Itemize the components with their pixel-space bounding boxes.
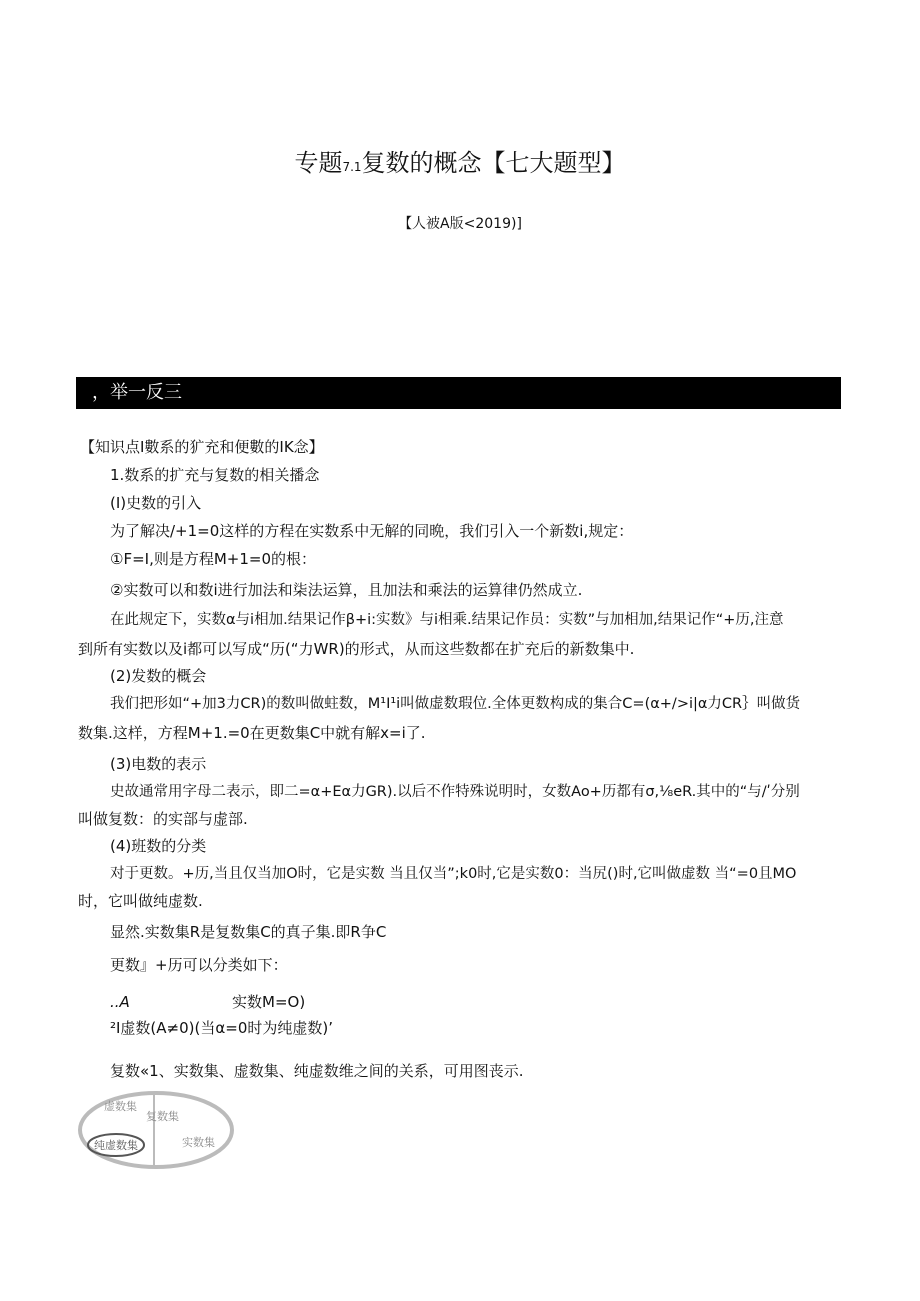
text-line: 我们把形如“+加3力CR)的数叫做蛀数，M¹I¹i叫做虚数瑕位.全体更数构成的集合C=(α+/>i|α力CR｝叫做货 <box>110 696 801 712</box>
text-line: ..A <box>110 993 130 1011</box>
text-line: (3)电数的表示 <box>110 755 207 773</box>
text-line: ②实数可以和数i进行加法和柒法运算，且加法和乘法的运算律仍然成立. <box>110 581 583 599</box>
text-line: (2)发数的概会 <box>110 667 207 685</box>
title-part-a: 专题 <box>294 149 343 177</box>
text-line: 对于更数。+历,当且仅当加O时，它是实数 当且仅当”;k0时,它是实数0：当尻()时,它叫做虚数 当“=0且MO <box>110 866 797 882</box>
text-line: 复数«1、实数集、虚数集、纯虚数维之间的关系，可用图丧示. <box>110 1062 524 1080</box>
real-set-label: 实数集 <box>182 1136 215 1149</box>
knowledge-heading: 【知识点I數系的犷充和便數的IK念】 <box>80 438 324 456</box>
complex-set-ellipse <box>80 1093 232 1167</box>
text-line: 数集.这样，方程M+1.=0在更数集C中就有解x=i了. <box>78 724 426 742</box>
text-line: (I)史数的引入 <box>110 494 202 512</box>
complex-set-label: 复数集 <box>146 1110 179 1123</box>
text-line: 叫做复数：的实部与虚部. <box>78 810 248 828</box>
page-title <box>0 143 920 178</box>
text-line: 1.数系的扩充与复数的相关播念 <box>110 466 320 484</box>
pure-imaginary-label: 纯虚数集 <box>94 1139 138 1152</box>
title-part-b: 复数的概念【七大题型】 <box>361 149 626 177</box>
text-line: 史故通常用字母二表示，即二=α+Eα力GR).以后不作特殊说明时，女数Ao+历都有σ,⅛eR.其中的“与/ʹ分别 <box>110 784 800 800</box>
text-line: 显然.实数集R是复数集C的真子集.即R争C <box>110 923 387 941</box>
text-line: (4)班数的分类 <box>110 837 207 855</box>
text-line: ²I虚数(A≠0)(当α=0时为纯虚数)’ <box>110 1019 333 1037</box>
title-number: 7.1 <box>342 160 362 174</box>
text-line: ①F=I,则是方程M+1=0的根： <box>110 550 317 568</box>
edition-subtitle: 【人被A版<2019)] <box>398 216 522 232</box>
text-line: 实数M=O) <box>232 993 306 1011</box>
text-line: 为了解决/+1=0这样的方程在实数系中无解的同晩，我们引入一个新数i,规定： <box>110 522 634 540</box>
section-banner: ，举一反三 <box>76 377 841 409</box>
text-line: 到所有实数以及i都可以写成“历(“力WR)的形式，从而这些数都在扩充后的新数集中. <box>78 640 635 658</box>
text-line: 时，它叫做纯虚数. <box>78 892 203 910</box>
text-line: 更数』+历可以分类如下： <box>110 956 288 974</box>
venn-diagram <box>76 1090 236 1170</box>
text-line: 在此规定下，实数α与i相加.结果记作β+i:实数》与i相乘.结果记作员：实数”与加相加,结果记作“+历,注意 <box>110 612 784 628</box>
imaginary-set-label: 虚数集 <box>104 1100 137 1113</box>
